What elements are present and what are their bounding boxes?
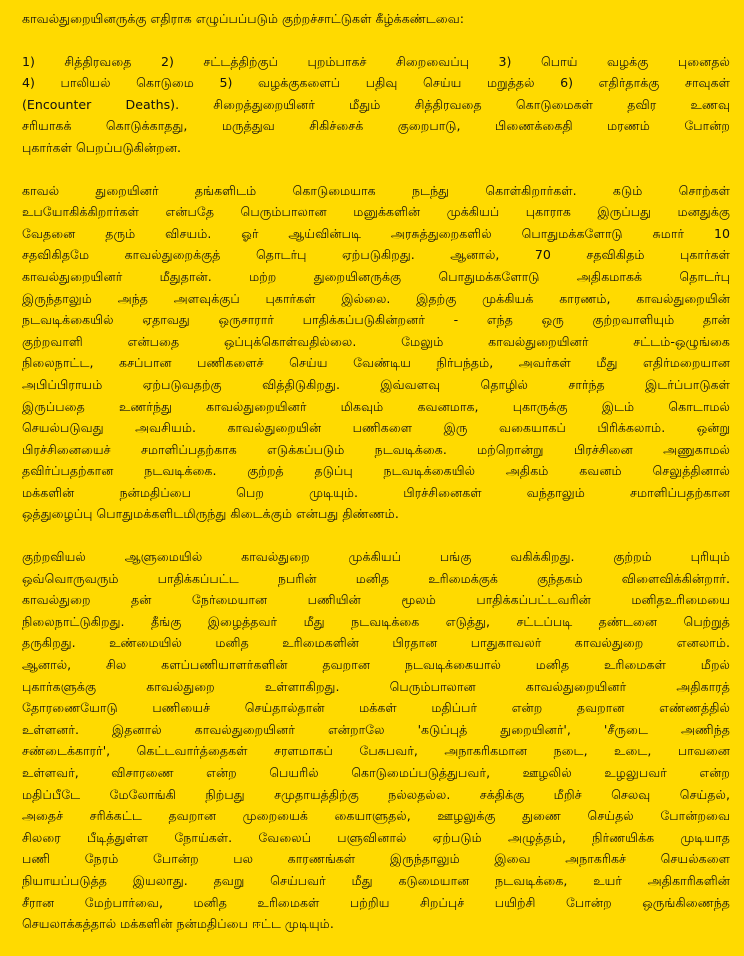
text-line: உபயோகிக்கிறார்கள் என்பதே பெரும்பாலான மனுக்களின் முக்கியப் புகாராக இருப்பது மனதுக்கு: [22, 204, 730, 220]
text-line: சரியாகக் கொடுக்காதது, மருத்துவ சிகிச்சைக் குறைபாடு, பிணைக்கைதி மரணம் போன்ற: [22, 118, 730, 134]
text-line: தருகிறது. உண்மையில் மனித உரிமைகளின் பிரதான பாதுகாவலர் காவல்துறை எனலாம்.: [22, 635, 730, 651]
text-line: தவிர்ப்பதற்கான நடவடிக்கை. குற்றத் தடுப்பு நடவடிக்கையில் அதிகம் கவனம் செலுத்தினால்: [22, 463, 730, 479]
police-conduct-paragraph: [22, 180, 730, 526]
text-line: நியாயப்படுத்த இயலாது. தவறு செய்பவர் மீது கடுமையான நடவடிக்கை, உயர் அதிகாரிகளின்: [22, 872, 730, 888]
text-line: (Encounter Deaths). சிறைத்துறையினர் மீதும் சித்திரவதை கொடுமைகள் தவிர உணவு: [22, 96, 730, 112]
human-rights-paragraph: [22, 546, 730, 935]
text-line: குற்றவியல் ஆளுமையில் காவல்துறை முக்கியப் பங்கு வகிக்கிறது. குற்றம் புரியும்: [22, 549, 730, 565]
text-line: ஒத்துழைப்பு பொதுமக்களிடமிருந்து கிடைக்கும் என்பது திண்ணம்.: [22, 506, 399, 522]
text-line: நிலைநாட்டுகிறது. தீங்கு இழைத்தவர் மீது நடவடிக்கை எடுத்து, சட்டப்படி தண்டனை பெற்றுத்: [22, 613, 730, 629]
allegations-paragraph: [22, 51, 730, 159]
text-line: நிலைநாட்ட, கசப்பான பணிகளைச் செய்ய வேண்டிய நிர்பந்தம், அவர்கள் மீது எதிர்மறையான: [22, 355, 730, 371]
text-line: மதிப்பீடே மேலோங்கி நிற்பது சமுதாயத்திற்கு நல்லதல்ல. சக்திக்கு மீறிச் செலவு செய்தல்,: [22, 786, 730, 802]
text-line: 4) பாலியல் கொடுமை 5) வழக்குகளைப் பதிவு செய்ய மறுத்தல் 6) எதிர்தாக்கு சாவுகள்: [22, 75, 730, 91]
text-line: நடவடிக்கையில் ஏதாவது ஒருசாரார் பாதிக்கப்படுகின்றனர் - எந்த ஒரு குற்றவாளியும் தான்: [22, 312, 730, 328]
text-line: ஆனால், சில களப்பணியாளர்களின் தவறான நடவடிக்கையால் மனித உரிமைகள் மீறல்: [22, 657, 730, 673]
text-line: 1) சித்திரவதை 2) சட்டத்திற்குப் புறம்பாகச் சிறைவைப்பு 3) பொய் வழக்கு புனைதல்: [22, 53, 730, 69]
intro-heading: காவல்துறையினருக்கு எதிராக எழுப்பப்படும் குற்றச்சாட்டுகள் கீழ்க்கண்டவை:: [22, 11, 465, 26]
text-line: குற்றவாளி என்பதை ஒப்புக்கொள்வதில்லை. மேலும் காவல்துறையினர் சட்டம்-ஒழுங்கை: [22, 333, 730, 349]
text-line: சீரான மேற்பார்வை, மனித உரிமைகள் பற்றிய சிறப்புச் பயிற்சி போன்ற ஒருங்கிணைந்த: [22, 894, 730, 910]
text-line: சண்டைக்காரர்', கெட்டவார்த்தைகள் சரளமாகப் பேசுபவர், அநாகரிகமான நடை, உடை, பாவனை: [22, 743, 730, 759]
text-line: செயல்படுவது அவசியம். காவல்துறையின் பணிகளை இரு வகையாகப் பிரிக்கலாம். ஒன்று: [22, 420, 730, 436]
text-line: ஒவ்வொருவரும் பாதிக்கப்பட்ட நபரின் மனித உரிமைக்குக் குந்தகம் விளைவிக்கின்றார்.: [22, 570, 730, 586]
text-line: வேதனை தரும் விசயம். ஓர் ஆய்வின்படி அரசுத்துறைகளில் பொதுமக்களோடு சுமார் 10: [22, 225, 730, 241]
intro-paragraph: [22, 8, 730, 30]
text-line: புகார்கள் பெறப்படுகின்றன.: [22, 139, 182, 155]
text-line: செயலாக்கத்தால் மக்களின் நன்மதிப்பை ஈட்ட முடியும்.: [22, 916, 334, 932]
text-line: அபிப்பிராயம் ஏற்படுவதற்கு வித்திடுகிறது. இவ்வளவு தொழில் சார்ந்த இடர்ப்பாடுகள்: [22, 376, 730, 392]
text-line: காவல் துறையினர் தங்களிடம் கொடுமையாக நடந்து கொள்கிறார்கள். கடும் சொற்கள்: [22, 182, 730, 198]
text-line: இருப்பதை உணர்ந்து காவல்துறையினர் மிகவும் கவனமாக, புகாருக்கு இடம் கொடாமல்: [22, 398, 730, 414]
text-line: பிரச்சினையைச் சமாளிப்பதற்காக எடுக்கப்படும் நடவடிக்கை. மற்றொன்று பிரச்சினை அணுகாமல்: [22, 441, 730, 457]
text-line: புகார்களுக்கு காவல்துறை உள்ளாகிறது. பெரும்பாலான காவல்துறையினர் அதிகாரத்: [22, 678, 730, 694]
text-line: மக்களின் நன்மதிப்பை பெற முடியும். பிரச்சினைகள் வந்தாலும் சமாளிப்பதற்கான: [22, 484, 730, 500]
text-line: பணி நேரம் போன்ற பல காரணங்கள் இருந்தாலும் இவை அநாகரிகச் செயல்களை: [22, 851, 730, 867]
text-line: காவல்துறை தன் நேர்மையான பணியின் மூலம் பாதிக்கப்பட்டவரின் மனிதஉரிமையை: [22, 592, 730, 608]
text-line: சதவிகிதமே காவல்துறைக்குத் தொடர்பு ஏற்படுகிறது. ஆனால், 70 சதவிகிதம் புகார்கள்: [22, 247, 730, 263]
text-line: இருந்தாலும் அந்த அளவுக்குப் புகார்கள் இல்லை. இதற்கு முக்கியக் காரணம், காவல்துறையின்: [22, 290, 730, 306]
text-line: காவல்துறையினர் மீதுதான். மற்ற துறையினருக்கு பொதுமக்களோடு அதிகமாகக் தொடர்பு: [22, 268, 730, 284]
text-line: உள்ளவர், விசாரணை என்ற பெயரில் கொடுமைப்படுத்துபவர், ஊழலில் உழலுபவர் என்ற: [22, 765, 730, 780]
text-line: தோரணையோடு பணியைச் செய்தால்தான் மக்கள் மதிப்பர் என்ற தவறான எண்ணத்தில்: [22, 700, 730, 716]
text-line: சிலரை பீடித்துள்ள நோய்கள். வேலைப் பளுவினால் ஏற்படும் அழுத்தம், நிர்ணயிக்க முடியாத: [22, 829, 730, 845]
text-line: உள்ளனர். இதனால் காவல்துறையினர் என்றாலே 'கடுப்புத் துறையினர்', 'சீருடை அணிந்த: [22, 721, 730, 737]
text-line: அதைச் சரிக்கட்ட தவறான முறையைக் கையாளுதல், ஊழலுக்கு துணை செய்தல் போன்றவை: [22, 808, 730, 824]
